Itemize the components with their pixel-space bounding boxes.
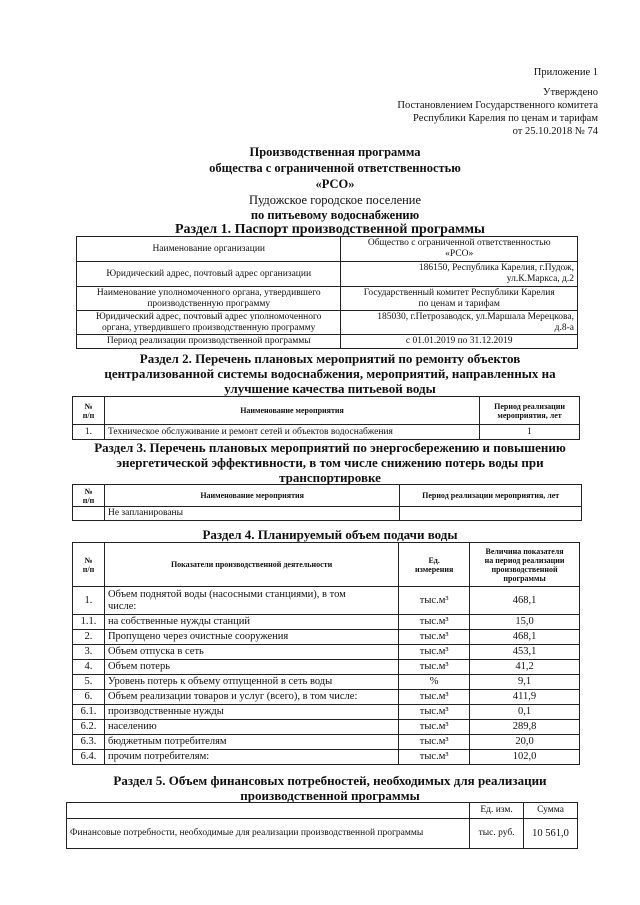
section-3-heading-1: Раздел 3. Перечень плановых мероприятий по энергосбережению и повышению bbox=[94, 440, 566, 455]
measures-repair-table bbox=[72, 396, 580, 440]
row-value: 0,1 bbox=[470, 705, 580, 720]
row-name: Объем потерь bbox=[104, 660, 398, 675]
col-period-header: Период реализации мероприятия, лет bbox=[480, 397, 580, 425]
table-row bbox=[67, 803, 578, 819]
passport-value: Общество с ограниченной ответственностью «РСО» bbox=[341, 237, 578, 262]
col-sum-header: Сумма bbox=[524, 803, 578, 819]
title-line-5: по питьевому водоснабжению bbox=[250, 208, 420, 222]
measures-energy-table bbox=[72, 484, 582, 521]
row-unit: % bbox=[399, 675, 470, 690]
passport-table bbox=[76, 236, 578, 349]
table-row bbox=[73, 720, 580, 735]
passport-value: 186150, Республика Карелия, г.Пудож, ул.К.Маркса, д.2 bbox=[341, 262, 578, 287]
title-line-4: Пудожское городское поселение bbox=[248, 193, 422, 207]
table-row bbox=[73, 735, 580, 750]
section-2-heading-1: Раздел 2. Перечень плановых мероприятий по ремонту объектов bbox=[139, 351, 521, 366]
row-num: 2. bbox=[73, 630, 105, 645]
row-num: 5. bbox=[73, 675, 105, 690]
row-num: 3. bbox=[73, 645, 105, 660]
row-value: 289,8 bbox=[470, 720, 580, 735]
row-value: 15,0 bbox=[470, 615, 580, 630]
row-num: 6.1. bbox=[73, 705, 105, 720]
appendix-label: Приложение 1 bbox=[533, 67, 598, 78]
financial-needs-unit: тыс. руб. bbox=[470, 819, 524, 849]
col-num-header: № п/п bbox=[73, 485, 105, 507]
table-row bbox=[73, 543, 580, 587]
section-5-heading-2: производственной программы bbox=[240, 788, 420, 803]
title-line-1: Производственная программа bbox=[249, 145, 421, 159]
row-name: прочим потребителям: bbox=[104, 750, 398, 765]
title-line-3: «РСО» bbox=[315, 177, 355, 191]
financial-needs-table bbox=[66, 802, 578, 849]
title-line-2: общества с ограниченной ответственностью bbox=[209, 161, 461, 175]
row-num: 1.1. bbox=[73, 615, 105, 630]
table-row bbox=[73, 645, 580, 660]
section-2-heading-2: централизованной системы водоснабжения, мероприятий, направленных на bbox=[104, 366, 556, 381]
passport-value: 185030, г.Петрозаводск, ул.Маршала Мерецкова, д.8-а bbox=[341, 311, 578, 335]
col-name-header: Наименование мероприятия bbox=[104, 397, 479, 425]
col-unit-header: Ед. изм. bbox=[470, 803, 524, 819]
row-name: населению bbox=[104, 720, 398, 735]
row-num: 6.4. bbox=[73, 750, 105, 765]
row-period: 1 bbox=[480, 425, 580, 440]
table-row bbox=[77, 237, 578, 262]
section-4-heading: Раздел 4. Планируемый объем подачи воды bbox=[202, 527, 458, 542]
row-unit: тыс.м³ bbox=[399, 690, 470, 705]
row-num: 6.2. bbox=[73, 720, 105, 735]
approved-label: Утверждено bbox=[543, 87, 598, 98]
row-value: 468,1 bbox=[470, 630, 580, 645]
passport-value: Государственный комитет Республики Карелия по ценам и тарифам bbox=[341, 287, 578, 311]
col-period-header: Период реализации мероприятия, лет bbox=[400, 485, 582, 507]
table-row bbox=[73, 507, 582, 521]
table-row bbox=[73, 485, 582, 507]
table-row bbox=[73, 750, 580, 765]
passport-value: с 01.01.2019 по 31.12.2019 bbox=[341, 335, 578, 349]
row-unit: тыс.м³ bbox=[399, 615, 470, 630]
approval-line-2: Республики Карелия по ценам и тарифам bbox=[413, 113, 598, 124]
row-value: 468,1 bbox=[470, 587, 580, 615]
row-unit: тыс.м³ bbox=[399, 705, 470, 720]
row-unit: тыс.м³ bbox=[399, 645, 470, 660]
row-value: 41,2 bbox=[470, 660, 580, 675]
row-name: Техническое обслуживание и ремонт сетей и объектов водоснабжения bbox=[104, 425, 479, 440]
row-value: 20,0 bbox=[470, 735, 580, 750]
passport-label: Наименование организации bbox=[77, 237, 341, 262]
table-row bbox=[73, 397, 580, 425]
passport-label: Период реализации производственной программы bbox=[77, 335, 341, 349]
financial-needs-sum: 10 561,0 bbox=[524, 819, 578, 849]
row-name: Объем поднятой воды (насосными станциями), в том числе: bbox=[104, 587, 398, 615]
section-3-heading-2: энергетической эффективности, в том числе снижению потерь воды при bbox=[116, 455, 544, 470]
row-unit: тыс.м³ bbox=[399, 660, 470, 675]
section-5-heading-1: Раздел 5. Объем финансовых потребностей, необходимых для реализации bbox=[113, 773, 547, 788]
table-row bbox=[73, 660, 580, 675]
table-row bbox=[73, 615, 580, 630]
approval-line-3: от 25.10.2018 № 74 bbox=[512, 126, 598, 137]
row-name: Объем реализации товаров и услуг (всего), в том числе: bbox=[104, 690, 398, 705]
passport-label: Наименование уполномоченного органа, утвердившего производственную программу bbox=[77, 287, 341, 311]
row-value: 411,9 bbox=[470, 690, 580, 705]
row-unit: тыс.м³ bbox=[399, 720, 470, 735]
table-row bbox=[73, 587, 580, 615]
col-value-header: Величина показателя на период реализации производственной программы bbox=[470, 543, 580, 587]
row-name: Пропущено через очистные сооружения bbox=[104, 630, 398, 645]
row-num: 6. bbox=[73, 690, 105, 705]
row-unit: тыс.м³ bbox=[399, 735, 470, 750]
row-num: 6.3. bbox=[73, 735, 105, 750]
row-name: на собственные нужды станций bbox=[104, 615, 398, 630]
col-unit-header: Ед. измерения bbox=[399, 543, 470, 587]
section-2-heading-3: улучшение качества питьевой воды bbox=[224, 381, 436, 396]
row-num: 1. bbox=[73, 425, 105, 440]
col-label-header bbox=[67, 803, 470, 819]
passport-label: Юридический адрес, почтовый адрес организации bbox=[77, 262, 341, 287]
row-num: 1. bbox=[73, 587, 105, 615]
passport-label: Юридический адрес, почтовый адрес уполномоченного органа, утвердившего производственную программу bbox=[77, 311, 341, 335]
row-unit: тыс.м³ bbox=[399, 630, 470, 645]
table-row bbox=[67, 819, 578, 849]
section-3-heading-3: транспортировке bbox=[279, 470, 381, 485]
row-period bbox=[400, 507, 582, 521]
water-supply-table bbox=[72, 542, 580, 765]
row-value: 453,1 bbox=[470, 645, 580, 660]
row-name: Уровень потерь к объему отпущенной в сеть воды bbox=[104, 675, 398, 690]
row-name: Не запланированы bbox=[104, 507, 399, 521]
table-row bbox=[77, 287, 578, 311]
row-unit: тыс.м³ bbox=[399, 587, 470, 615]
row-value: 9,1 bbox=[470, 675, 580, 690]
col-num-header: № п/п bbox=[73, 397, 105, 425]
table-row bbox=[73, 690, 580, 705]
row-num bbox=[73, 507, 105, 521]
row-num: 4. bbox=[73, 660, 105, 675]
table-row bbox=[73, 425, 580, 440]
row-name: Объем отпуска в сеть bbox=[104, 645, 398, 660]
approval-line-1: Постановлением Государственного комитета bbox=[397, 100, 598, 111]
row-name: бюджетным потребителям bbox=[104, 735, 398, 750]
table-row bbox=[73, 705, 580, 720]
row-name: производственные нужды bbox=[104, 705, 398, 720]
row-unit: тыс.м³ bbox=[399, 750, 470, 765]
row-value: 102,0 bbox=[470, 750, 580, 765]
table-row bbox=[73, 675, 580, 690]
table-row bbox=[77, 262, 578, 287]
section-1-heading: Раздел 1. Паспорт производственной программы bbox=[175, 222, 485, 237]
table-row bbox=[77, 311, 578, 335]
col-num-header: № п/п bbox=[73, 543, 105, 587]
financial-needs-label: Финансовые потребности, необходимые для реализации производственной программы bbox=[67, 819, 470, 849]
table-row bbox=[73, 630, 580, 645]
table-row bbox=[77, 335, 578, 349]
col-name-header: Наименование мероприятия bbox=[104, 485, 399, 507]
col-name-header: Показатели производственной деятельности bbox=[104, 543, 398, 587]
